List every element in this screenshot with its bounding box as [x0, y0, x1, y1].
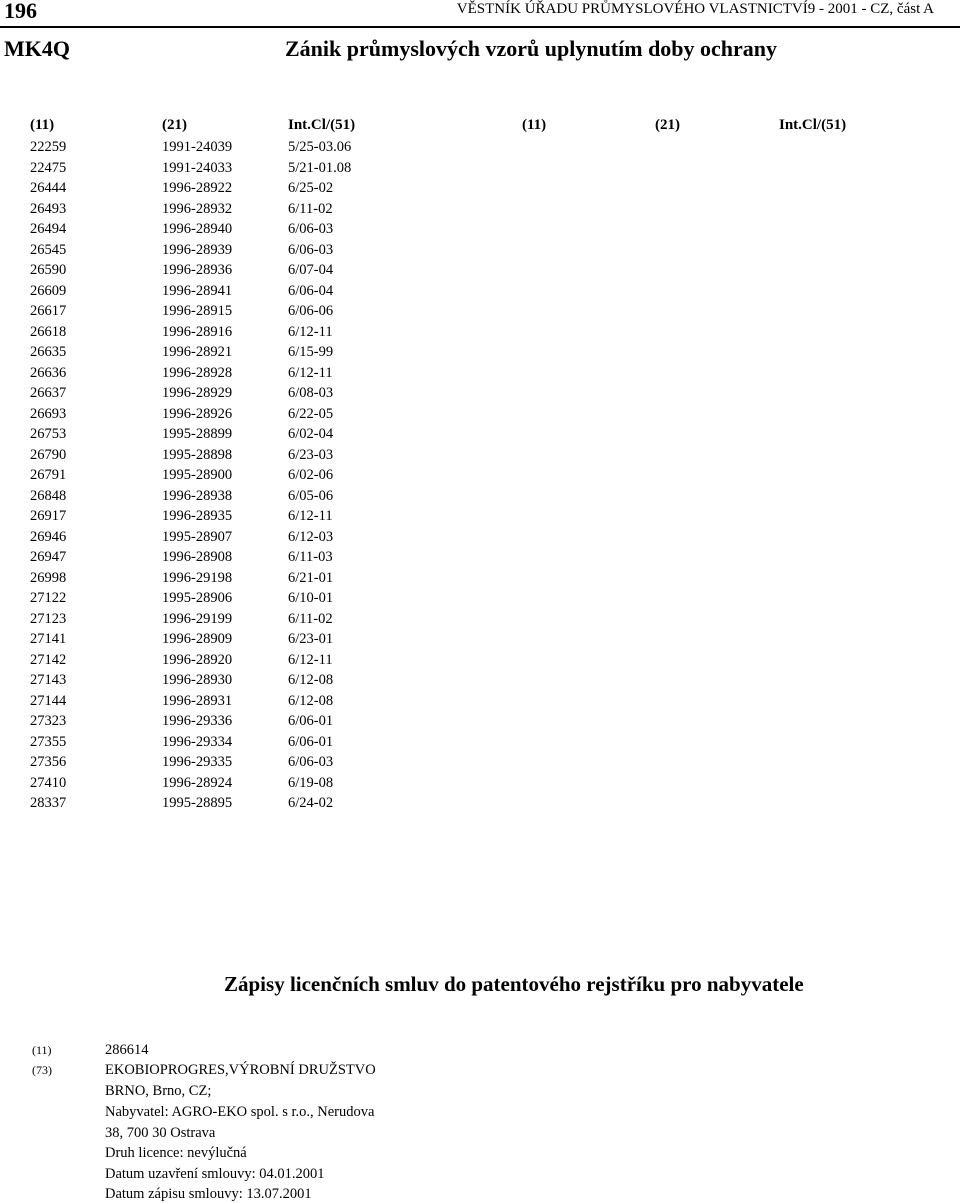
design-number-cell: 27323: [30, 713, 67, 729]
design-number-cell: 27122: [30, 590, 67, 606]
classification-cell: 6/21-01: [288, 569, 334, 586]
classification-cell: 6/25-02: [288, 180, 334, 196]
classification-cell: 6/06-03: [288, 754, 334, 770]
classification-cell: 6/12-11: [288, 364, 333, 381]
application-number-cell: 1996-29334: [162, 733, 233, 750]
application-number-cell: 1996-28916: [162, 323, 233, 340]
classification-cell: 6/11-02: [288, 610, 333, 627]
application-number-cell: 1996-28915: [162, 303, 233, 319]
application-number-cell: 1996-28938: [162, 487, 233, 504]
classification-cell: 6/02-04: [288, 426, 334, 442]
design-number-cell: 22259: [30, 139, 67, 155]
application-number-cell: 1995-28895: [162, 795, 233, 811]
design-number-cell: 22475: [30, 159, 67, 176]
classification-cell: 6/06-03: [288, 241, 334, 258]
contract-date-line: Datum uzavření smlouvy: 04.01.2001: [105, 1166, 325, 1182]
design-number-cell: 27143: [30, 672, 67, 688]
design-number-cell: 26545: [30, 241, 67, 258]
application-number-cell: 1996-28931: [162, 692, 233, 709]
classification-cell: 6/08-03: [288, 385, 334, 401]
application-number-cell: 1996-28924: [162, 774, 233, 791]
classification-cell: 6/12-11: [288, 508, 333, 524]
classification-cell: 6/06-06: [288, 303, 334, 319]
classification-cell: 6/23-03: [288, 446, 334, 463]
classification-cell: 6/12-08: [288, 692, 334, 709]
application-number-cell: 1996-28928: [162, 364, 233, 381]
design-number-cell: 26848: [30, 487, 67, 504]
owner-address-line: BRNO, Brno, CZ;: [105, 1083, 212, 1099]
classification-cell: 6/12-08: [288, 672, 334, 688]
design-number-cell: 26636: [30, 364, 67, 381]
column-header-intcl-right: Int.Cl/(51): [779, 117, 847, 133]
design-number-cell: 26618: [30, 323, 67, 340]
classification-cell: 6/06-03: [288, 221, 334, 237]
column-header-21-right: (21): [655, 117, 680, 133]
application-number-cell: 1996-29336: [162, 713, 233, 729]
section-code: MK4Q: [4, 36, 70, 61]
inid-label-73: (73): [32, 1063, 52, 1077]
application-number-cell: 1996-28935: [162, 508, 233, 524]
classification-cell: 6/22-05: [288, 405, 334, 422]
column-header-11-right: (11): [522, 117, 547, 133]
classification-cell: 6/12-11: [288, 323, 333, 340]
owner-line: EKOBIOPROGRES,VÝROBNÍ DRUŽSTVO: [105, 1062, 376, 1078]
application-number-cell: 1996-28926: [162, 405, 233, 422]
classification-cell: 6/12-11: [288, 651, 333, 668]
page-number: 196: [4, 0, 37, 23]
patent-number: 286614: [105, 1042, 149, 1058]
design-number-cell: 26493: [30, 200, 67, 217]
design-number-cell: 26494: [30, 221, 67, 237]
classification-cell: 6/11-03: [288, 549, 333, 565]
section-title: Zánik průmyslových vzorů uplynutím doby ochrany: [285, 36, 778, 61]
design-number-cell: 26590: [30, 262, 67, 278]
application-number-cell: 1995-28900: [162, 467, 233, 483]
design-number-cell: 26790: [30, 446, 67, 463]
application-number-cell: 1996-28921: [162, 344, 233, 360]
classification-cell: 6/06-01: [288, 713, 334, 729]
column-header-intcl-left: Int.Cl/(51): [288, 117, 356, 133]
design-number-cell: 26693: [30, 405, 67, 422]
design-number-cell: 27142: [30, 651, 67, 668]
classification-cell: 6/10-01: [288, 590, 334, 606]
application-number-cell: 1995-28906: [162, 590, 233, 606]
classification-cell: 5/25-03.06: [288, 139, 352, 155]
design-number-cell: 26609: [30, 282, 67, 299]
application-number-cell: 1996-28940: [162, 221, 233, 237]
classification-cell: 6/19-08: [288, 774, 334, 791]
journal-title: VĚSTNÍK ÚŘADU PRŮMYSLOVÉHO VLASTNICTVÍ9 - 2001 - CZ, část A: [456, 1, 934, 17]
application-number-cell: 1991-24039: [162, 139, 233, 155]
classification-cell: 6/07-04: [288, 262, 334, 278]
license-type-line: Druh licence: nevýlučná: [105, 1145, 247, 1161]
application-number-cell: 1995-28898: [162, 446, 233, 463]
design-number-cell: 26635: [30, 344, 67, 360]
application-number-cell: 1991-24033: [162, 159, 233, 176]
column-header-11-left: (11): [30, 117, 55, 133]
application-number-cell: 1996-28922: [162, 180, 233, 196]
design-number-cell: 27355: [30, 733, 67, 750]
design-number-cell: 26617: [30, 303, 67, 319]
design-number-cell: 26998: [30, 569, 67, 586]
inid-label-11: (11): [32, 1043, 52, 1057]
design-number-cell: 26946: [30, 528, 67, 545]
license-heading: Zápisy licenčních smluv do patentového rejstříku pro nabyvatele: [224, 972, 804, 996]
classification-cell: 6/11-02: [288, 200, 333, 217]
design-number-cell: 26444: [30, 180, 67, 196]
design-number-cell: 26637: [30, 385, 67, 401]
classification-cell: 6/05-06: [288, 487, 334, 504]
classification-cell: 6/02-06: [288, 467, 334, 483]
application-number-cell: 1996-28941: [162, 282, 233, 299]
classification-cell: 5/21-01.08: [288, 159, 352, 176]
application-number-cell: 1995-28899: [162, 426, 233, 442]
application-number-cell: 1996-28936: [162, 262, 233, 278]
design-number-cell: 26791: [30, 467, 67, 483]
design-number-cell: 26917: [30, 508, 67, 524]
application-number-cell: 1996-28930: [162, 672, 233, 688]
application-number-cell: 1996-28908: [162, 549, 233, 565]
design-number-cell: 27123: [30, 610, 67, 627]
column-header-21-left: (21): [162, 117, 187, 133]
classification-cell: 6/12-03: [288, 528, 334, 545]
application-number-cell: 1996-28929: [162, 385, 233, 401]
classification-cell: 6/23-01: [288, 631, 334, 647]
header-rule: [0, 26, 960, 28]
classification-cell: 6/15-99: [288, 344, 334, 360]
classification-cell: 6/24-02: [288, 795, 334, 811]
application-number-cell: 1996-28939: [162, 241, 233, 258]
licensee-line: Nabyvatel: AGRO-EKO spol. s r.o., Nerudova: [105, 1104, 375, 1120]
classification-cell: 6/06-04: [288, 282, 334, 299]
application-number-cell: 1996-29335: [162, 754, 233, 770]
classification-cell: 6/06-01: [288, 733, 334, 750]
design-number-cell: 27144: [30, 692, 67, 709]
licensee-address-line: 38, 700 30 Ostrava: [105, 1125, 216, 1141]
design-number-cell: 27356: [30, 754, 67, 770]
application-number-cell: 1996-28920: [162, 651, 233, 668]
application-number-cell: 1995-28907: [162, 528, 233, 545]
design-number-cell: 26753: [30, 426, 67, 442]
application-number-cell: 1996-28932: [162, 200, 233, 217]
design-number-cell: 28337: [30, 795, 67, 811]
application-number-cell: 1996-28909: [162, 631, 233, 647]
design-number-cell: 27410: [30, 774, 67, 791]
application-number-cell: 1996-29199: [162, 610, 233, 627]
design-number-cell: 26947: [30, 549, 67, 565]
registration-date-line: Datum zápisu smlouvy: 13.07.2001: [105, 1186, 312, 1202]
application-number-cell: 1996-29198: [162, 569, 233, 586]
design-number-cell: 27141: [30, 631, 67, 647]
